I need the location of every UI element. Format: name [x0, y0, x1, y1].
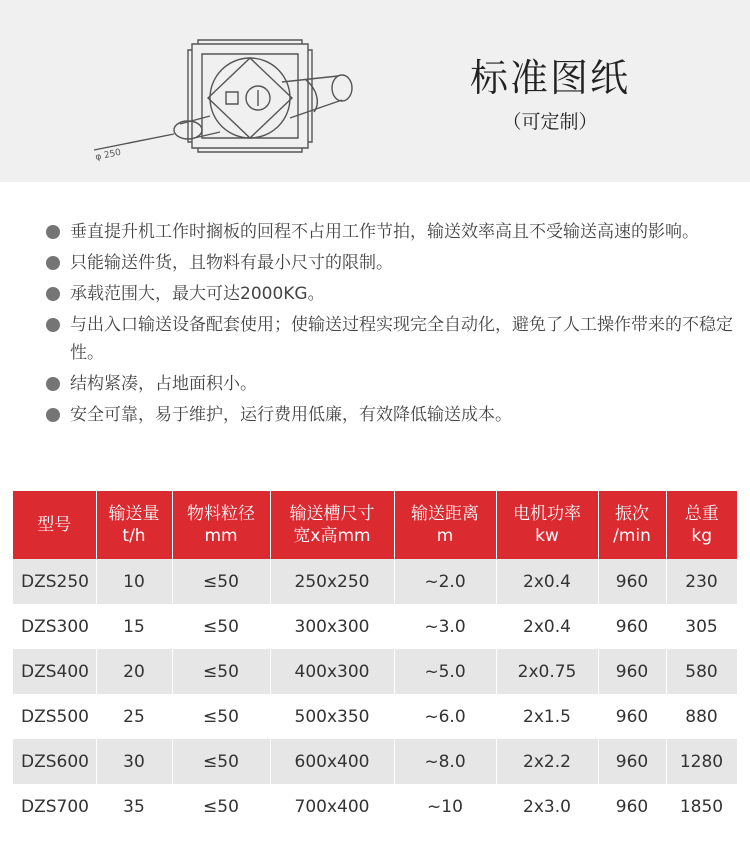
page-title: 标准图纸 — [469, 56, 630, 100]
table-cell: 250x250 — [270, 559, 394, 604]
table-cell: 20 — [96, 649, 172, 694]
feature-text: 承载范围大，最大可达2000KG。 — [70, 284, 325, 304]
table-cell: 230 — [666, 559, 737, 604]
feature-item — [44, 401, 734, 429]
feature-list — [44, 218, 734, 432]
feature-item — [44, 218, 734, 246]
title-block — [450, 55, 650, 134]
table-cell: ≤50 — [172, 604, 270, 649]
table-row — [13, 649, 737, 694]
table-cell: 600x400 — [270, 739, 394, 784]
table-cell: 2x1.5 — [496, 694, 598, 739]
table-cell: 305 — [666, 604, 737, 649]
feature-item — [44, 370, 734, 398]
table-cell: ~2.0 — [394, 559, 496, 604]
table-cell: 15 — [96, 604, 172, 649]
table-cell: 960 — [598, 649, 666, 694]
table-cell: DZS300 — [13, 604, 96, 649]
table-cell: ≤50 — [172, 739, 270, 784]
table-cell: ≤50 — [172, 559, 270, 604]
table-cell: ≤50 — [172, 649, 270, 694]
table-cell: DZS400 — [13, 649, 96, 694]
table-cell: ~6.0 — [394, 694, 496, 739]
spec-table — [13, 491, 738, 829]
table-cell: DZS700 — [13, 784, 96, 829]
table-cell: 2x0.4 — [496, 559, 598, 604]
table-cell: 1850 — [666, 784, 737, 829]
table-cell: DZS600 — [13, 739, 96, 784]
table-cell: 2x0.75 — [496, 649, 598, 694]
table-cell: 2x0.4 — [496, 604, 598, 649]
feature-item — [44, 280, 734, 308]
column-header-model: 型号 — [13, 491, 96, 559]
bullet-icon — [46, 377, 60, 391]
column-header-particle-size: 物料粒径 mm — [172, 491, 270, 559]
feature-item — [44, 311, 734, 367]
column-header-weight: 总重 kg — [666, 491, 737, 559]
table-row — [13, 784, 737, 829]
table-cell: ≤50 — [172, 694, 270, 739]
table-cell: 1280 — [666, 739, 737, 784]
table-cell: ≤50 — [172, 784, 270, 829]
table-cell: 960 — [598, 739, 666, 784]
bullet-icon — [46, 256, 60, 270]
table-row — [13, 604, 737, 649]
table-cell: 960 — [598, 559, 666, 604]
table-row — [13, 559, 737, 604]
table-cell: 580 — [666, 649, 737, 694]
table-cell: 960 — [598, 784, 666, 829]
column-header-distance: 输送距离 m — [394, 491, 496, 559]
technical-drawing — [70, 20, 370, 170]
feature-text: 垂直提升机工作时搁板的回程不占用工作节拍，输送效率高且不受输送高速的影响。 — [70, 222, 699, 242]
column-header-capacity: 输送量 t/h — [96, 491, 172, 559]
feature-text: 结构紧凑，占地面积小。 — [70, 374, 257, 394]
table-cell: 30 — [96, 739, 172, 784]
table-cell: 960 — [598, 694, 666, 739]
table-cell: 10 — [96, 559, 172, 604]
feature-item — [44, 249, 734, 277]
bullet-icon — [46, 225, 60, 239]
feature-text: 只能输送件货，且物料有最小尺寸的限制。 — [70, 253, 393, 273]
table-cell: ~10 — [394, 784, 496, 829]
header-banner — [0, 0, 750, 182]
table-cell: 500x350 — [270, 694, 394, 739]
page-subtitle: （可定制） — [502, 111, 598, 133]
table-cell: 300x300 — [270, 604, 394, 649]
table-row — [13, 694, 737, 739]
table-cell: 25 — [96, 694, 172, 739]
table-cell: 960 — [598, 604, 666, 649]
table-cell: 880 — [666, 694, 737, 739]
table-cell: 35 — [96, 784, 172, 829]
column-header-vibration: 振次 /min — [598, 491, 666, 559]
feature-text: 与出入口输送设备配套使用；使输送过程实现完全自动化，避免了人工操作带来的不稳定性。 — [70, 315, 733, 363]
column-header-motor-power: 电机功率 kw — [496, 491, 598, 559]
table-cell: 2x3.0 — [496, 784, 598, 829]
bullet-icon — [46, 287, 60, 301]
table-row — [13, 739, 737, 784]
bullet-icon — [46, 408, 60, 422]
feature-text: 安全可靠，易于维护，运行费用低廉，有效降低输送成本。 — [70, 405, 512, 425]
table-cell: ~5.0 — [394, 649, 496, 694]
table-cell: ~3.0 — [394, 604, 496, 649]
table-cell: DZS500 — [13, 694, 96, 739]
table-cell: 400x300 — [270, 649, 394, 694]
dimension-label: φ 250 — [94, 147, 123, 163]
table-cell: 700x400 — [270, 784, 394, 829]
column-header-trough-size: 输送槽尺寸 宽x高mm — [270, 491, 394, 559]
table-cell: ~8.0 — [394, 739, 496, 784]
bullet-icon — [46, 318, 60, 332]
table-cell: 2x2.2 — [496, 739, 598, 784]
table-header-row — [13, 491, 737, 559]
table-cell: DZS250 — [13, 559, 96, 604]
